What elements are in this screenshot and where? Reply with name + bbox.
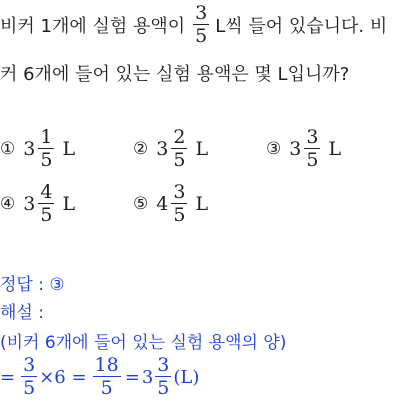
calc-times: ×6 =	[39, 366, 87, 388]
fraction-numerator: 3	[195, 2, 208, 24]
fraction-denominator: 5	[100, 377, 113, 400]
fraction-denominator: 5	[40, 149, 53, 172]
fraction-numerator: 2	[173, 126, 186, 148]
fraction-denominator: 5	[23, 377, 36, 400]
fraction-denominator: 5	[40, 204, 53, 227]
question-text-part1: 비커 1개에 실험 용액이	[0, 16, 186, 38]
option-unit: L	[195, 193, 209, 216]
option-fraction	[171, 183, 187, 225]
option-unit: L	[328, 138, 342, 161]
option-marker: ②	[133, 139, 149, 160]
option-fraction	[171, 128, 187, 170]
fraction-numerator: 3	[306, 126, 319, 148]
option-marker: ③	[266, 139, 282, 160]
calc-equals-2: =	[124, 366, 140, 388]
fraction-numerator: 4	[40, 181, 53, 203]
option-whole: 3	[289, 138, 302, 161]
question-line-1	[0, 4, 387, 46]
option-unit: L	[62, 193, 76, 216]
question-fraction	[193, 4, 209, 46]
explanation-label	[0, 298, 44, 323]
answer-label	[0, 270, 65, 295]
option-2	[133, 128, 208, 170]
option-unit: L	[195, 138, 209, 161]
option-marker: ④	[0, 194, 16, 215]
explanation-sentence: (비커 6개에 들어 있는 실험 용액의 양)	[0, 333, 287, 353]
calc-unit: (L)	[173, 366, 200, 388]
calc-fraction-3	[155, 356, 171, 398]
option-whole: 3	[156, 138, 169, 161]
option-5	[133, 183, 208, 225]
fraction-denominator: 5	[173, 149, 186, 172]
calc-fraction-1	[21, 356, 37, 398]
question-line-2	[0, 60, 349, 86]
question-text-part2: L씩 들어 있습니다. 비	[215, 16, 388, 38]
question-text-line2: 커 6개에 들어 있는 실험 용액은 몇 L입니까?	[0, 64, 350, 85]
option-whole: 3	[23, 138, 36, 161]
explanation-heading: 해설 :	[0, 303, 44, 323]
option-whole: 4	[156, 193, 169, 216]
option-fraction	[38, 128, 54, 170]
fraction-numerator: 3	[173, 181, 186, 203]
option-fraction	[304, 128, 320, 170]
option-3	[266, 128, 341, 170]
calc-whole: 3	[141, 366, 154, 388]
fraction-denominator: 5	[157, 377, 170, 400]
calc-equals-1: =	[0, 366, 16, 388]
fraction-numerator: 1	[40, 126, 53, 148]
option-1	[0, 128, 75, 170]
fraction-denominator: 5	[306, 149, 319, 172]
answer-text: 정답 : ③	[0, 275, 65, 295]
explanation-text	[0, 328, 286, 353]
fraction-denominator: 5	[195, 25, 208, 48]
fraction-numerator: 3	[157, 354, 170, 376]
option-fraction	[38, 183, 54, 225]
calculation-line	[0, 356, 199, 398]
option-4	[0, 183, 75, 225]
fraction-numerator: 18	[94, 354, 119, 376]
calc-fraction-2	[93, 356, 121, 398]
option-marker: ①	[0, 139, 16, 160]
option-marker: ⑤	[133, 194, 149, 215]
fraction-numerator: 3	[23, 354, 36, 376]
option-whole: 3	[23, 193, 36, 216]
option-unit: L	[62, 138, 76, 161]
fraction-denominator: 5	[173, 204, 186, 227]
